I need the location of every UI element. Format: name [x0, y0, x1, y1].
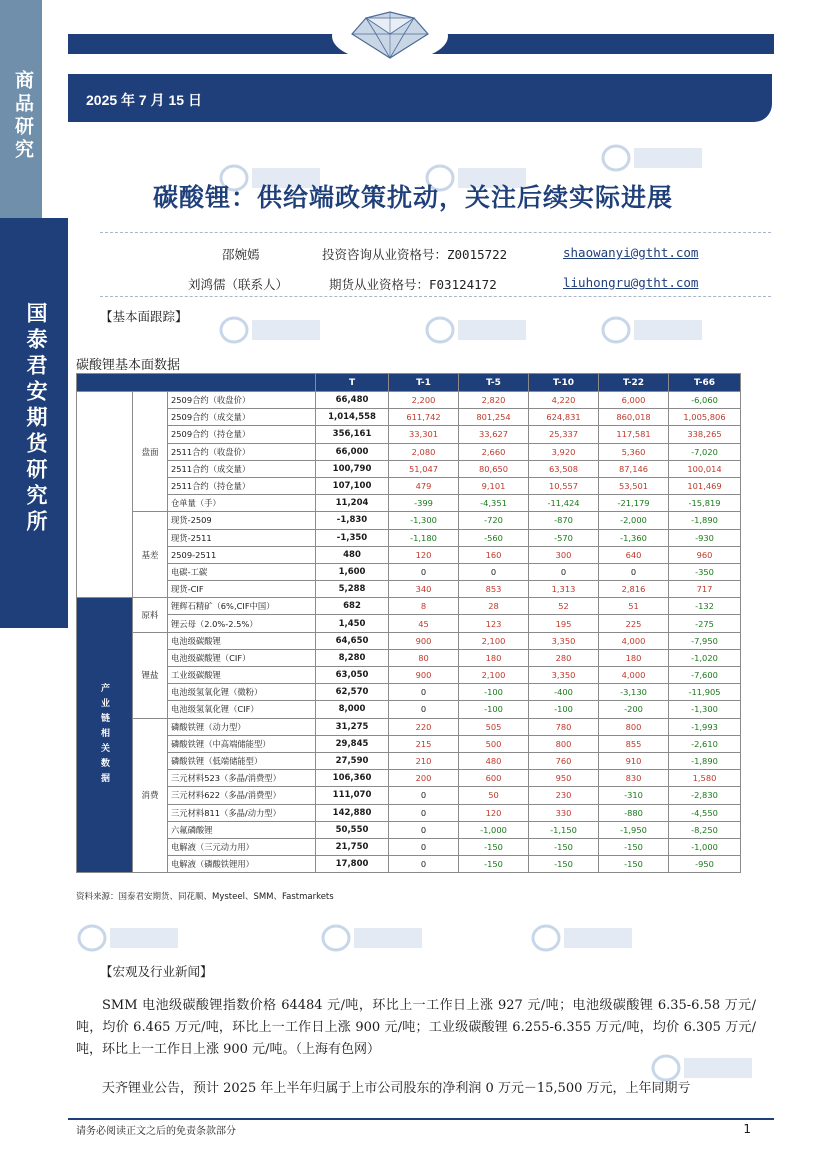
change-cell: -100: [529, 701, 599, 718]
table-source: 资料来源：国泰君安期货、同花顺、Mysteel、SMM、Fastmarkets: [76, 892, 334, 902]
change-cell: -200: [599, 701, 669, 718]
change-cell: -399: [389, 495, 459, 512]
row-label: 工业级碳酸锂: [168, 667, 316, 684]
value-cell: 8,000: [316, 701, 389, 718]
change-cell: 640: [599, 546, 669, 563]
table-row: [77, 787, 741, 804]
author-cert: 投资咨询从业资格号：Z0015722: [322, 247, 508, 262]
change-cell: -21,179: [599, 495, 669, 512]
change-cell: -4,351: [459, 495, 529, 512]
change-cell: 200: [389, 770, 459, 787]
value-cell: 66,000: [316, 443, 389, 460]
table-row: [77, 821, 741, 838]
value-cell: 8,280: [316, 649, 389, 666]
table-row: [77, 838, 741, 855]
column-header: T-5: [459, 374, 529, 392]
table-row: [77, 684, 741, 701]
change-cell: 611,742: [389, 409, 459, 426]
watermark-logo: [320, 920, 428, 956]
change-cell: 8: [389, 598, 459, 615]
news-paragraph: SMM 电池级碳酸锂指数价格 64484 元/吨，环比上一工作日上涨 927 元/吨；电池级碳酸锂 6.35-6.58 万元/吨，均价 6.465 万元/吨，环比上一工作日上涨 900 元/吨；工业级碳酸锂 6.255-6.355 万元/吨，均价 6.305 万元/吨，环比上一工作日上涨 900 元/吨。（上海有色网）: [76, 998, 756, 1057]
change-cell: 853: [459, 581, 529, 598]
table-row: [77, 752, 741, 769]
value-cell: 64,650: [316, 632, 389, 649]
change-cell: -560: [459, 529, 529, 546]
change-cell: -8,250: [669, 821, 741, 838]
change-cell: -150: [529, 856, 599, 873]
table-row: [77, 701, 741, 718]
section-heading: 【宏观及行业新闻】: [100, 964, 213, 979]
sidebar-category-label: 商品研究: [12, 70, 34, 162]
value-cell: 142,880: [316, 804, 389, 821]
value-cell: 5,288: [316, 581, 389, 598]
change-cell: 900: [389, 632, 459, 649]
change-cell: 120: [389, 546, 459, 563]
change-cell: 340: [389, 581, 459, 598]
change-cell: 2,100: [459, 667, 529, 684]
change-cell: 0: [389, 838, 459, 855]
change-cell: 1,005,806: [669, 409, 741, 426]
sidebar-company-label: 国泰君安期货研究所: [24, 302, 49, 536]
change-cell: 830: [599, 770, 669, 787]
change-cell: -570: [529, 529, 599, 546]
news-paragraph: 天齐锂业公告，预计 2025 年上半年归属于上市公司股东的净利润 0 万元－15,500 万元，上年同期亏: [102, 1081, 691, 1096]
change-cell: -930: [669, 529, 741, 546]
row-label: 2509合约（成交量）: [168, 409, 316, 426]
change-cell: -7,020: [669, 443, 741, 460]
change-cell: 0: [389, 684, 459, 701]
change-cell: 4,000: [599, 632, 669, 649]
watermark-logo: [424, 312, 532, 348]
change-cell: -15,819: [669, 495, 741, 512]
change-cell: 855: [599, 735, 669, 752]
value-cell: 27,590: [316, 752, 389, 769]
table-row: [77, 392, 741, 409]
change-cell: 195: [529, 615, 599, 632]
category-label: 消费: [133, 718, 168, 873]
row-label: 现货-2511: [168, 529, 316, 546]
row-label: 磷酸铁锂（中高端储能型）: [168, 735, 316, 752]
change-cell: -150: [599, 856, 669, 873]
change-cell: -2,830: [669, 787, 741, 804]
change-cell: -880: [599, 804, 669, 821]
sidebar-company-band: [0, 218, 68, 628]
change-cell: 505: [459, 718, 529, 735]
watermark-logo: [600, 140, 708, 176]
row-label: 仓单量（手）: [168, 495, 316, 512]
table-row: [77, 735, 741, 752]
row-label: 六氟磷酸锂: [168, 821, 316, 838]
change-cell: 0: [389, 804, 459, 821]
change-cell: -150: [459, 838, 529, 855]
change-cell: -150: [529, 838, 599, 855]
change-cell: 2,660: [459, 443, 529, 460]
value-cell: -1,830: [316, 512, 389, 529]
row-label: 2509合约（持仓量）: [168, 426, 316, 443]
value-cell: 29,845: [316, 735, 389, 752]
author-name: 邵婉嫣: [222, 247, 260, 262]
table-row: [77, 409, 741, 426]
change-cell: -1,360: [599, 529, 669, 546]
table-row: [77, 615, 741, 632]
change-cell: 2,820: [459, 392, 529, 409]
value-cell: 17,800: [316, 856, 389, 873]
author-cert: 期货从业资格号：F03124172: [329, 277, 497, 292]
change-cell: 50: [459, 787, 529, 804]
table-row: [77, 495, 741, 512]
change-cell: -4,550: [669, 804, 741, 821]
table-row: [77, 546, 741, 563]
value-cell: 111,070: [316, 787, 389, 804]
value-cell: 66,480: [316, 392, 389, 409]
change-cell: -2,000: [599, 512, 669, 529]
change-cell: 10,557: [529, 477, 599, 494]
value-cell: 356,161: [316, 426, 389, 443]
column-header: T-66: [669, 374, 741, 392]
change-cell: 800: [529, 735, 599, 752]
table-row: [77, 770, 741, 787]
change-cell: -1,150: [529, 821, 599, 838]
divider: [100, 232, 771, 233]
change-cell: 600: [459, 770, 529, 787]
change-cell: 52: [529, 598, 599, 615]
change-cell: -1,300: [669, 701, 741, 718]
table-row: [77, 477, 741, 494]
change-cell: -950: [669, 856, 741, 873]
table-row: [77, 649, 741, 666]
change-cell: 0: [599, 563, 669, 580]
footer-rule: [68, 1118, 774, 1120]
value-cell: 11,204: [316, 495, 389, 512]
change-cell: 1,313: [529, 581, 599, 598]
change-cell: 950: [529, 770, 599, 787]
row-label: 三元材料811（多晶/动力型）: [168, 804, 316, 821]
table-row: [77, 667, 741, 684]
change-cell: -310: [599, 787, 669, 804]
change-cell: 479: [389, 477, 459, 494]
column-header: T-22: [599, 374, 669, 392]
row-label: 电池级氢氧化锂（CIF）: [168, 701, 316, 718]
change-cell: 6,000: [599, 392, 669, 409]
table-row: [77, 426, 741, 443]
row-label: 三元材料523（多晶/消费型）: [168, 770, 316, 787]
table-row: [77, 718, 741, 735]
change-cell: 338,265: [669, 426, 741, 443]
change-cell: 210: [389, 752, 459, 769]
change-cell: -1,180: [389, 529, 459, 546]
change-cell: 330: [529, 804, 599, 821]
row-label: 磷酸铁锂（低端储能型）: [168, 752, 316, 769]
row-label: 电池级碳酸锂: [168, 632, 316, 649]
group-label: 产业链相关数据: [77, 598, 133, 873]
change-cell: 45: [389, 615, 459, 632]
change-cell: -1,890: [669, 512, 741, 529]
change-cell: 101,469: [669, 477, 741, 494]
header-blank: [77, 374, 316, 392]
table-row: [77, 581, 741, 598]
change-cell: 51,047: [389, 460, 459, 477]
change-cell: 717: [669, 581, 741, 598]
row-label: 磷酸铁锂（动力型）: [168, 718, 316, 735]
value-cell: 1,600: [316, 563, 389, 580]
row-label: 锂辉石精矿（6%,CIF中国）: [168, 598, 316, 615]
change-cell: -100: [459, 684, 529, 701]
section-heading: 【基本面跟踪】: [100, 309, 188, 324]
date-banner: [68, 74, 772, 122]
row-label: 2509-2511: [168, 546, 316, 563]
change-cell: 860,018: [599, 409, 669, 426]
row-label: 电碳-工碳: [168, 563, 316, 580]
change-cell: 624,831: [529, 409, 599, 426]
change-cell: 28: [459, 598, 529, 615]
value-cell: 106,360: [316, 770, 389, 787]
change-cell: 760: [529, 752, 599, 769]
change-cell: 63,508: [529, 460, 599, 477]
change-cell: 51: [599, 598, 669, 615]
category-label: 锂盐: [133, 632, 168, 718]
change-cell: 160: [459, 546, 529, 563]
change-cell: 900: [389, 667, 459, 684]
table-row: [77, 598, 741, 615]
change-cell: -870: [529, 512, 599, 529]
change-cell: -7,600: [669, 667, 741, 684]
change-cell: 100,014: [669, 460, 741, 477]
value-cell: 31,275: [316, 718, 389, 735]
change-cell: 480: [459, 752, 529, 769]
table-row: [77, 443, 741, 460]
change-cell: 500: [459, 735, 529, 752]
value-cell: 1,014,558: [316, 409, 389, 426]
watermark-logo: [600, 312, 708, 348]
row-label: 锂云母（2.0%-2.5%）: [168, 615, 316, 632]
row-label: 2511合约（收盘价）: [168, 443, 316, 460]
change-cell: 0: [389, 563, 459, 580]
page-number: 1: [743, 1122, 751, 1136]
watermark-logo: [530, 920, 638, 956]
value-cell: 63,050: [316, 667, 389, 684]
report-title: 碳酸锂：供给端政策扰动，关注后续实际进展: [152, 183, 673, 212]
watermark-logo: [76, 920, 184, 956]
change-cell: 0: [459, 563, 529, 580]
table-row: [77, 804, 741, 821]
change-cell: 800: [599, 718, 669, 735]
change-cell: 300: [529, 546, 599, 563]
change-cell: -6,060: [669, 392, 741, 409]
change-cell: 33,301: [389, 426, 459, 443]
table-header-row: [77, 374, 741, 392]
table-row: [77, 460, 741, 477]
change-cell: -1,950: [599, 821, 669, 838]
change-cell: 25,337: [529, 426, 599, 443]
change-cell: -1,000: [459, 821, 529, 838]
report-date: 2025 年 7 月 15 日: [86, 92, 202, 108]
change-cell: 180: [599, 649, 669, 666]
change-cell: -1,020: [669, 649, 741, 666]
change-cell: 3,350: [529, 667, 599, 684]
change-cell: 4,220: [529, 392, 599, 409]
change-cell: 80: [389, 649, 459, 666]
change-cell: -3,130: [599, 684, 669, 701]
category-label: 盘面: [133, 392, 168, 512]
table-row: [77, 512, 741, 529]
value-cell: 480: [316, 546, 389, 563]
change-cell: 780: [529, 718, 599, 735]
change-cell: -1,993: [669, 718, 741, 735]
watermark-logo: [218, 312, 326, 348]
change-cell: 53,501: [599, 477, 669, 494]
change-cell: -350: [669, 563, 741, 580]
change-cell: 87,146: [599, 460, 669, 477]
change-cell: 3,350: [529, 632, 599, 649]
change-cell: -150: [459, 856, 529, 873]
change-cell: 9,101: [459, 477, 529, 494]
category-label: 原料: [133, 598, 168, 632]
change-cell: 117,581: [599, 426, 669, 443]
change-cell: -400: [529, 684, 599, 701]
fundamentals-table: [76, 373, 741, 873]
change-cell: -132: [669, 598, 741, 615]
change-cell: -2,610: [669, 735, 741, 752]
row-label: 2511合约（持仓量）: [168, 477, 316, 494]
change-cell: -1,890: [669, 752, 741, 769]
change-cell: 1,580: [669, 770, 741, 787]
row-label: 三元材料622（多晶/消费型）: [168, 787, 316, 804]
column-header: T-10: [529, 374, 599, 392]
table-caption: 碳酸锂基本面数据: [76, 358, 181, 373]
change-cell: -100: [459, 701, 529, 718]
change-cell: 960: [669, 546, 741, 563]
change-cell: 801,254: [459, 409, 529, 426]
table-row: [77, 856, 741, 873]
change-cell: 230: [529, 787, 599, 804]
change-cell: 5,360: [599, 443, 669, 460]
row-label: 现货-2509: [168, 512, 316, 529]
change-cell: 3,920: [529, 443, 599, 460]
author-name: 刘鸿儒（联系人）: [188, 277, 289, 292]
change-cell: 215: [389, 735, 459, 752]
author-email-link[interactable]: shaowanyi@gtht.com: [563, 245, 699, 260]
divider: [100, 296, 771, 297]
value-cell: 50,550: [316, 821, 389, 838]
change-cell: -1,300: [389, 512, 459, 529]
change-cell: 0: [389, 821, 459, 838]
change-cell: 2,816: [599, 581, 669, 598]
change-cell: 2,100: [459, 632, 529, 649]
value-cell: 1,450: [316, 615, 389, 632]
value-cell: 100,790: [316, 460, 389, 477]
value-cell: 682: [316, 598, 389, 615]
table-row: [77, 529, 741, 546]
change-cell: -11,424: [529, 495, 599, 512]
footer-disclaimer: 请务必阅读正文之后的免责条款部分: [76, 1126, 236, 1137]
change-cell: -11,905: [669, 684, 741, 701]
change-cell: 2,200: [389, 392, 459, 409]
category-label: 基差: [133, 512, 168, 598]
column-header: T: [316, 374, 389, 392]
change-cell: -720: [459, 512, 529, 529]
value-cell: 107,100: [316, 477, 389, 494]
change-cell: -1,000: [669, 838, 741, 855]
row-label: 2511合约（成交量）: [168, 460, 316, 477]
row-label: 电解液（三元动力用）: [168, 838, 316, 855]
change-cell: 225: [599, 615, 669, 632]
change-cell: 33,627: [459, 426, 529, 443]
change-cell: 0: [389, 856, 459, 873]
change-cell: 220: [389, 718, 459, 735]
column-header: T-1: [389, 374, 459, 392]
change-cell: 0: [389, 701, 459, 718]
author-email-link[interactable]: liuhongru@gtht.com: [563, 275, 699, 290]
group-blank: [77, 392, 133, 598]
change-cell: -150: [599, 838, 669, 855]
change-cell: 180: [459, 649, 529, 666]
row-label: 电解液（磷酸铁锂用）: [168, 856, 316, 873]
change-cell: 0: [389, 787, 459, 804]
row-label: 电池级氢氧化锂（微粉）: [168, 684, 316, 701]
row-label: 2509合约（收盘价）: [168, 392, 316, 409]
row-label: 现货-CIF: [168, 581, 316, 598]
value-cell: -1,350: [316, 529, 389, 546]
value-cell: 21,750: [316, 838, 389, 855]
table-row: [77, 563, 741, 580]
change-cell: 123: [459, 615, 529, 632]
change-cell: 4,000: [599, 667, 669, 684]
change-cell: 0: [529, 563, 599, 580]
change-cell: 80,650: [459, 460, 529, 477]
change-cell: -275: [669, 615, 741, 632]
change-cell: 280: [529, 649, 599, 666]
table-row: [77, 632, 741, 649]
row-label: 电池级碳酸锂（CIF）: [168, 649, 316, 666]
change-cell: -7,950: [669, 632, 741, 649]
change-cell: 910: [599, 752, 669, 769]
value-cell: 62,570: [316, 684, 389, 701]
diamond-logo-icon: [330, 4, 450, 64]
change-cell: 120: [459, 804, 529, 821]
change-cell: 2,080: [389, 443, 459, 460]
